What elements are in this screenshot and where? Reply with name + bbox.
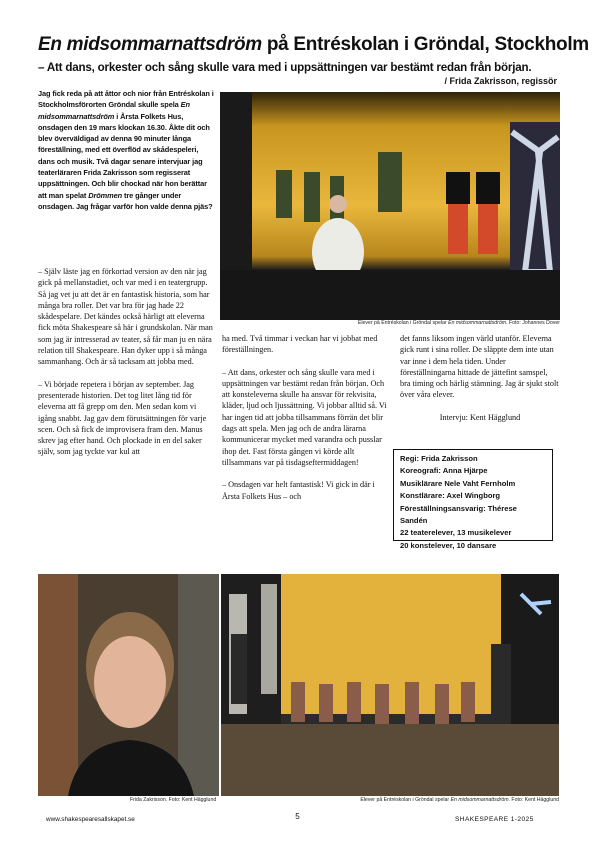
intro-part1: Jag fick reda på att åttor och nior från Entréskolan i Stockholmsförorten Gröndal skulle spela xyxy=(38,89,214,110)
credit-choreography: Koreografi: Anna Hjärpe xyxy=(400,466,488,476)
top-caption-text: Elever på Entréskolan i Gröndal spelar xyxy=(357,320,449,326)
issue-label: SHAKESPEARE 1-2025 xyxy=(455,816,534,823)
intro-part3: tre gånger under onsdagen. Jag frågar varför hon valde denna pjäs? xyxy=(38,190,213,211)
column2-paragraph-3: – Onsdagen var helt fantastisk! Vi gick in där i Årsta Folkets Hus – och xyxy=(222,480,375,501)
bottom-caption-title: En midsommarnattsdröm xyxy=(450,797,509,803)
column2-paragraph-1: ha med. Två timmar i veckan har vi jobbat med föreställningen. xyxy=(222,334,378,355)
article-column-2 xyxy=(222,333,390,513)
portrait-photo xyxy=(38,574,219,796)
portrait-illustration xyxy=(38,574,219,796)
credit-students-2: 20 konstelever, 10 dansare xyxy=(400,540,497,550)
stage-photo-bottom xyxy=(221,574,559,796)
intro-part2: i Årsta Folkets Hus, onsdagen den 19 mars klockan 16.30. Åkte dit och blev överväldigad av denna 90 minuter långa föreställning, med ett överflöd av skådespeleri, dans och musik. Två dagar senare intervjuar jag teaterläraren Frida Zakrisson som regisserat uppsättningen. Och blir chockad när hon berättar att man spelat xyxy=(38,111,210,200)
production-credits-box xyxy=(393,449,553,550)
credit-art-teacher: Konstlärare: Axel Wingborg xyxy=(400,491,501,501)
column1-paragraph-1: – Själv läste jag en förkortad version av den när jag gick på mellanstadiet, och var med i en teatergrupp. Så jag vet ju att det är en fantastisk historia, som har många bra roller. Det var bra för jag hade 22 skådespelare. Det kändes också härligt att eleverna fick möta Shakespeare så här i grundskolan. När man som jag är intresserad av teater, så får man ju en nära relation till Shakespeare. Han dyker upp i så många sammanhang. Och är så tacksam att jobba med. xyxy=(38,267,213,367)
stage-photo-top xyxy=(220,92,560,320)
article-column-1 xyxy=(38,266,214,469)
intro-drommen: Drömmen xyxy=(88,190,123,200)
credit-music-teacher: Musiklärare Nele Vaht Fernholm xyxy=(400,478,516,488)
website-link[interactable]: www.shakespearesallskapet.se xyxy=(46,816,135,823)
top-caption-title: En midsommarnattsdröm xyxy=(448,320,507,326)
top-photo-caption xyxy=(280,320,560,326)
bottom-caption-text: Elever på Entréskolan i Gröndal spelar xyxy=(360,797,451,803)
intro-play-title: En midsommarnattsdröm xyxy=(38,100,190,121)
credit-production-manager: Föreställningsansvarig: Thérese Sandén xyxy=(400,503,517,526)
interviewer-credit: Intervju: Kent Hägglund xyxy=(439,412,521,422)
column1-paragraph-2: – Vi började repetera i början av september. Jag presenterade historien. Det tog litet lång tid för eleverna att få grepp om den. Men sedan kom vi igång snabbt. Jag gav dem förutsättningen för varje scen. Och så fick de improvisera fram den. Manus skrev jag efter hand. Och plockade in en del saker själv, som jag tyckte var kul att xyxy=(38,379,207,457)
article-subtitle: – Att dans, orkester och sång skulle vara med i uppsättningen var bestämt redan från början. xyxy=(38,61,532,74)
article-title xyxy=(38,34,589,56)
article-title-play: En midsommarnattsdröm xyxy=(38,34,262,55)
stage-bottom-illustration xyxy=(221,574,559,796)
article-intro xyxy=(38,88,214,212)
article-column-3 xyxy=(400,333,560,434)
bottom-caption-credit: . Foto: Kent Hägglund xyxy=(508,797,559,803)
bottom-photo-caption xyxy=(349,797,559,803)
top-caption-credit: . Foto: Johannes Dover xyxy=(506,320,560,326)
column2-paragraph-2: – Att dans, orkester och sång skulle vara med i uppsättningen var bestämt redan från början. Och att konsteleverna skulle ha ansvar för rekvisita, kläder, ljud och ljussättning. Vi jobbar alltid så. Vi har ingen tid att jobba tillsammans förrän det blir dags att spela. Men jag och de andra lärarna kommunicerar mycket med varandra och pusslar ihop det. Fast första gången vi körde allt tillsammans var på tisdagseftermiddagen! xyxy=(222,367,387,467)
credit-director: Regi: Frida Zakrisson xyxy=(400,454,478,463)
stage-scene-illustration xyxy=(220,92,560,320)
credit-students-1: 22 teaterelever, 13 musikelever xyxy=(400,528,512,538)
page-number: 5 xyxy=(295,812,300,821)
portrait-caption: Frida Zakrisson. Foto: Kent Hägglund xyxy=(130,797,217,803)
column3-paragraph-1: det fanns liksom ingen värld utanför. Eleverna gick runt i sina roller. De släppte dem inte utan var inne i dem hela tiden. Under föreställningarna hittade de jättefint samspel, bra timing och härlig stämning. Jag är sjukt stolt över våra elever. xyxy=(400,334,559,400)
article-title-venue: på Entréskolan i Gröndal, Stockholm xyxy=(261,34,589,55)
article-byline: / Frida Zakrisson, regissör xyxy=(444,76,557,86)
